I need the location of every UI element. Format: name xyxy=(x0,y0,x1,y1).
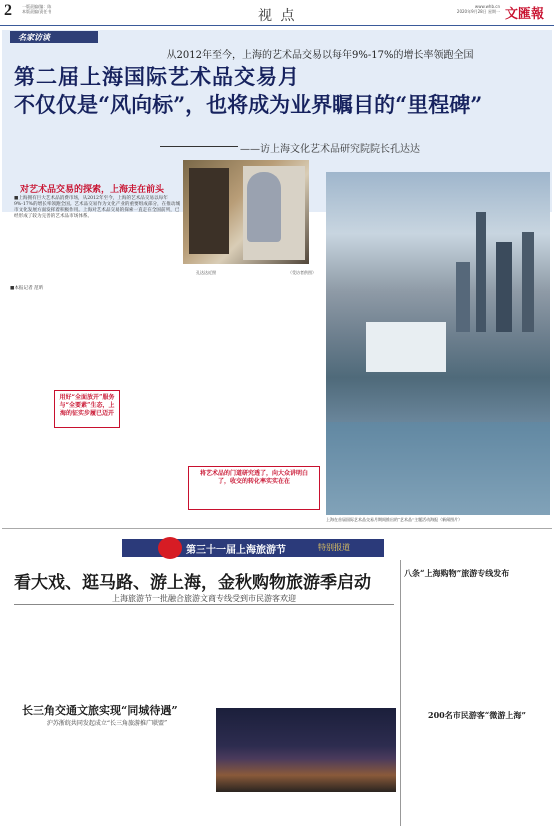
pull-quote xyxy=(188,466,320,510)
story-subheadline: 沪苏浙皖共同发起成立“长三角旅游推广联盟” xyxy=(46,720,168,727)
sidebar-headline: 八条“上海购物”旅游专线发布 xyxy=(404,568,510,578)
portrait-photo xyxy=(183,160,309,264)
issue-date: 2020年9月28日 星期一 xyxy=(456,9,500,14)
banner-tag: 特别报道 xyxy=(318,543,350,552)
reporter-byline: ■本报记者 范昕 xyxy=(10,286,44,291)
pull-quote xyxy=(54,390,120,428)
headline-line-1: 第二届上海国际艺术品交易月 xyxy=(14,64,300,89)
headline-rule xyxy=(14,604,394,605)
meta-line: 本版责编/责任书 xyxy=(22,9,52,14)
masthead-meta xyxy=(22,4,51,14)
meta-line: 一版责编/编：陈 xyxy=(22,4,52,9)
festival-banner xyxy=(122,539,384,557)
pull-quote-text: 用好“全面放开”服务与“全要素”生态，上海的征实步履已迈开 xyxy=(59,394,115,417)
section-divider xyxy=(2,528,552,529)
article-column xyxy=(10,286,178,292)
column-tagline: 名家访谈 xyxy=(10,31,98,43)
festival-emblem-icon xyxy=(158,537,182,559)
photo-caption: 孔达达近照 xyxy=(196,270,216,275)
byline-rule xyxy=(160,146,238,147)
lead-text: 从2012年至今，上海的艺术品交易以每年9%-17%的增长率领跑全国 xyxy=(166,50,474,61)
column-rule xyxy=(400,560,401,826)
photo-caption: 上海在首届国际艺术品交易月期间推出的“艺术品”主题活动海报（新闻图片） xyxy=(326,517,463,522)
pull-quote-text: 将艺术品的门道研究透了，向大众讲明白了，收交的转化率实实在在 xyxy=(199,470,308,485)
night-scene-photo xyxy=(216,708,396,792)
city-skyline-photo xyxy=(326,172,550,515)
photo-credit: （受访者供图） xyxy=(288,270,316,275)
website: www.whb.cn xyxy=(474,4,500,9)
headline-line-2: 不仅仅是“风向标”，也将成为业界瞩目的“里程碑” xyxy=(14,92,483,117)
interview-byline: ——访上海文化艺术品研究院院长孔达达 xyxy=(240,144,420,155)
tourism-subheadline: 上海旅游节一批融合旅游文商专线受到市民游客欢迎 xyxy=(112,594,296,603)
masthead xyxy=(0,0,554,26)
person-figure xyxy=(247,172,281,242)
tourism-headline: 看大戏、逛马路、游上海，金秋购物旅游季启动 xyxy=(14,573,371,593)
newspaper-logo: 文匯報 xyxy=(505,7,545,22)
page-number: 2 xyxy=(4,2,12,19)
section-title: 视 点 xyxy=(258,8,297,24)
masthead-date xyxy=(438,4,500,14)
section-subhead: 对艺术品交易的探索，上海走在前头 xyxy=(20,185,165,195)
intro-paragraph: ■上海拥有巨大艺术品消费市场，从2012年至今，上海的艺术品交易以每年9%-17%的增长率领跑全国。艺术品交易作为文化产业的重要组成部分，在推动城市文化发展方面发挥着积极作用。上海对艺术品交易的探索一直走在全国前列，已经形成了较为完善的艺术品市场体系。 xyxy=(14,196,181,219)
calligraphy-frame xyxy=(189,168,229,254)
banner-title: 第三十一届上海旅游节 xyxy=(186,545,286,556)
story-headline: 长三角交通文旅实现“同城待遇” xyxy=(22,704,178,717)
sidebar-headline: 200名市民游客“微游上海” xyxy=(428,710,526,720)
